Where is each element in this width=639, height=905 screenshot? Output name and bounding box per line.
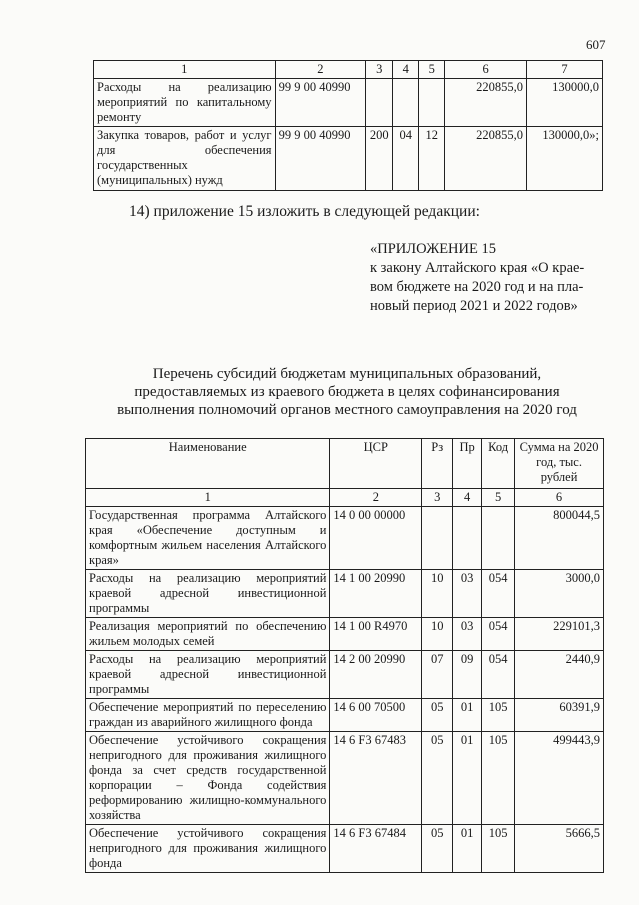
column-number-row <box>86 489 604 507</box>
row-csr: 14 6 00 70500 <box>330 699 422 732</box>
appendix-header <box>370 240 605 316</box>
row-c3 <box>366 79 393 127</box>
row-pr: 03 <box>453 570 482 618</box>
row-kod: 054 <box>482 618 515 651</box>
col-header: 6 <box>445 61 527 79</box>
heading-line: предоставляемых из краевого бюджета в целях софинансирования <box>134 384 560 400</box>
row-rz: 05 <box>422 699 453 732</box>
row-name: Расходы на реализацию мероприятий краевой адресной инвестиционной программы <box>86 651 330 699</box>
row-c6: 220855,0 <box>445 79 527 127</box>
col-number: 2 <box>330 489 422 507</box>
table-header-row <box>94 61 603 79</box>
row-csr: 14 2 00 20990 <box>330 651 422 699</box>
amendment-item-14: 14) приложение 15 изложить в следующей редакции: <box>129 203 480 220</box>
col-number: 1 <box>86 489 330 507</box>
heading-line: выполнения полномочий органов местного самоуправления на 2020 год <box>117 402 577 418</box>
row-sum: 60391,9 <box>515 699 604 732</box>
row-name: Обеспечение мероприятий по переселению граждан из аварийного жилищного фонда <box>86 699 330 732</box>
row-c5 <box>419 79 445 127</box>
continuation-table <box>93 60 603 191</box>
row-sum: 800044,5 <box>515 507 604 570</box>
row-name: Обеспечение устойчивого сокращения непригодного для проживания жилищного фонда за счет средств государственной корпорации – Фонда содействия реформированию жилищно-коммунального хозяйства <box>86 732 330 825</box>
header-rz: Рз <box>422 439 453 489</box>
row-kod: 054 <box>482 570 515 618</box>
row-name: Государственная программа Алтайского края «Обеспечение доступным и комфортным жильем населения Алтайского края» <box>86 507 330 570</box>
row-kod: 105 <box>482 732 515 825</box>
row-name: Расходы на реализацию мероприятий по капитальному ремонту <box>94 79 276 127</box>
row-c6: 220855,0 <box>445 127 527 191</box>
row-csr: 14 6 F3 67483 <box>330 732 422 825</box>
row-name: Расходы на реализацию мероприятий краевой адресной инвестиционной программы <box>86 570 330 618</box>
row-name: Закупка товаров, работ и услуг для обеспечения государственных (муниципальных) нужд <box>94 127 276 191</box>
appendix-title: «ПРИЛОЖЕНИЕ 15 <box>370 241 496 257</box>
col-header: 4 <box>393 61 419 79</box>
table-row <box>86 825 604 873</box>
row-sum: 499443,9 <box>515 732 604 825</box>
table-row <box>86 732 604 825</box>
row-csr: 14 1 00 R4970 <box>330 618 422 651</box>
table-row <box>86 699 604 732</box>
row-pr: 01 <box>453 699 482 732</box>
header-csr: ЦСР <box>330 439 422 489</box>
header-sum: Сумма на 2020 год, тыс. рублей <box>515 439 604 489</box>
table-row <box>86 651 604 699</box>
row-pr: 01 <box>453 825 482 873</box>
row-kod: 105 <box>482 825 515 873</box>
appendix-line: к закону Алтайского края «О крае- <box>370 260 585 276</box>
row-csr: 99 9 00 40990 <box>275 127 366 191</box>
row-rz: 07 <box>422 651 453 699</box>
header-pr: Пр <box>453 439 482 489</box>
row-kod: 054 <box>482 651 515 699</box>
table-row <box>86 507 604 570</box>
row-sum: 2440,9 <box>515 651 604 699</box>
table-header-row <box>86 439 604 489</box>
table-row <box>86 618 604 651</box>
col-header: 3 <box>366 61 393 79</box>
header-name: Наименование <box>86 439 330 489</box>
table-row <box>94 79 603 127</box>
row-pr: 01 <box>453 732 482 825</box>
col-number: 5 <box>482 489 515 507</box>
row-pr <box>453 507 482 570</box>
row-rz: 05 <box>422 825 453 873</box>
row-c3: 200 <box>366 127 393 191</box>
heading-line: Перечень субсидий бюджетам муниципальных образований, <box>152 366 542 382</box>
row-sum: 229101,3 <box>515 618 604 651</box>
row-csr: 14 6 F3 67484 <box>330 825 422 873</box>
row-rz: 10 <box>422 618 453 651</box>
row-csr: 14 1 00 20990 <box>330 570 422 618</box>
col-header: 5 <box>419 61 445 79</box>
row-c4: 04 <box>393 127 419 191</box>
col-number: 6 <box>515 489 604 507</box>
row-pr: 09 <box>453 651 482 699</box>
row-c7: 130000,0 <box>527 79 603 127</box>
col-header: 7 <box>527 61 603 79</box>
row-rz <box>422 507 453 570</box>
row-kod <box>482 507 515 570</box>
table-row <box>86 570 604 618</box>
col-header: 1 <box>94 61 276 79</box>
row-pr: 03 <box>453 618 482 651</box>
row-csr: 14 0 00 00000 <box>330 507 422 570</box>
row-csr: 99 9 00 40990 <box>275 79 366 127</box>
page-number: 607 <box>586 37 606 52</box>
table-row <box>94 127 603 191</box>
header-kod: Код <box>482 439 515 489</box>
row-sum: 3000,0 <box>515 570 604 618</box>
row-c5: 12 <box>419 127 445 191</box>
col-number: 3 <box>422 489 453 507</box>
row-c7: 130000,0»; <box>527 127 603 191</box>
row-kod: 105 <box>482 699 515 732</box>
document-heading <box>90 365 604 419</box>
appendix-line: вом бюджете на 2020 год и на пла- <box>370 279 584 295</box>
appendix-line: новый период 2021 и 2022 годов» <box>370 298 578 314</box>
row-rz: 05 <box>422 732 453 825</box>
row-rz: 10 <box>422 570 453 618</box>
subsidies-table <box>85 438 604 873</box>
row-name: Реализация мероприятий по обеспечению жильем молодых семей <box>86 618 330 651</box>
row-name: Обеспечение устойчивого сокращения непригодного для проживания жилищного фонда <box>86 825 330 873</box>
col-number: 4 <box>453 489 482 507</box>
row-c4 <box>393 79 419 127</box>
row-sum: 5666,5 <box>515 825 604 873</box>
col-header: 2 <box>275 61 366 79</box>
